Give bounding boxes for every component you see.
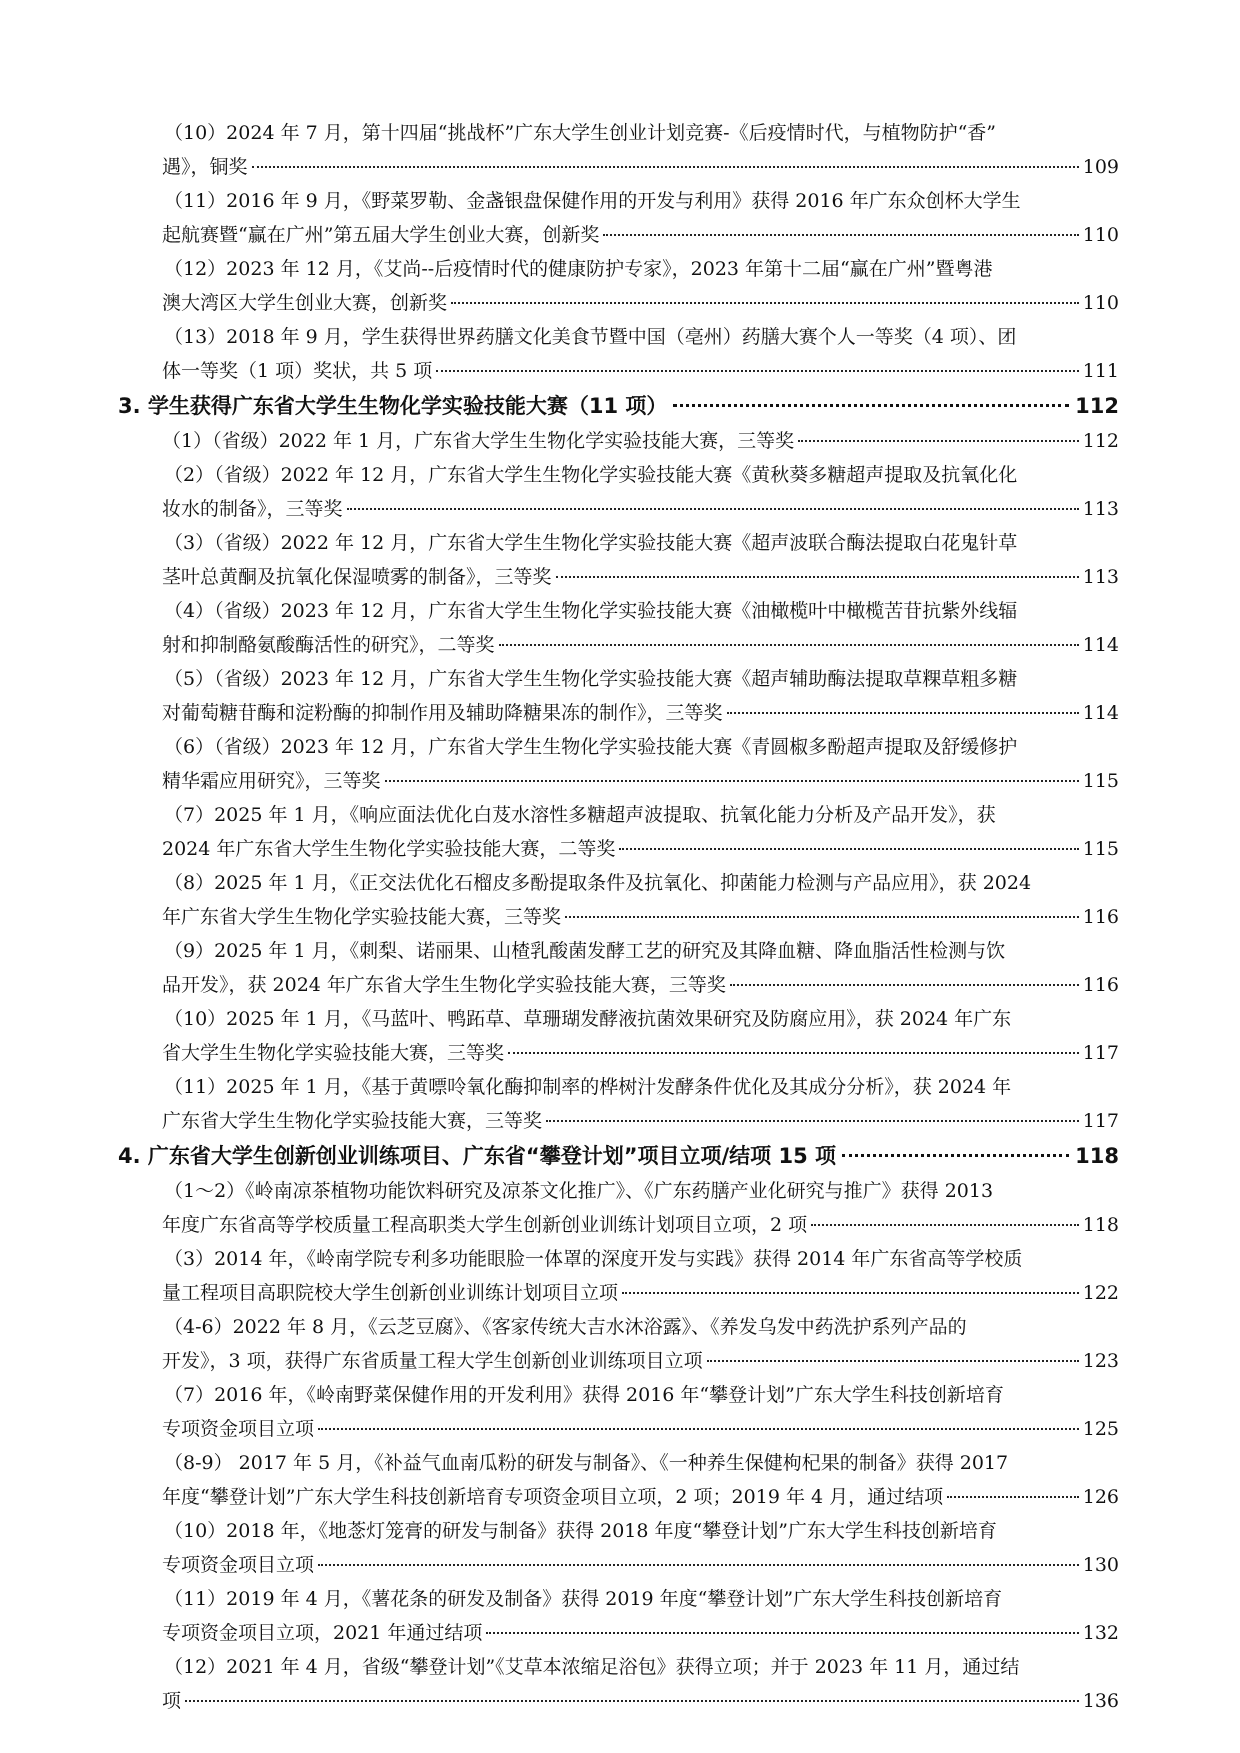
- entry-last-line: [162, 560, 1119, 594]
- entry-text-first-line: （4-6）2022 年 8 月，《云芝豆腐》、《客家传统大吉水沐浴露》、《养发乌发中药洗护系列产品的: [164, 1316, 967, 1338]
- dot-leader: [436, 370, 1078, 372]
- dot-leader: [811, 1224, 1079, 1226]
- toc-entry[interactable]: [162, 1378, 1119, 1446]
- toc-section-heading[interactable]: [118, 1138, 1119, 1174]
- entry-text-first-line: （9）2025 年 1 月，《刺梨、诺丽果、山楂乳酸菌发酵工艺的研究及其降血糖、降血脂活性检测与饮: [164, 940, 1006, 962]
- toc-entry[interactable]: [162, 116, 1119, 184]
- entry-text-last-line: 省大学生生物化学实验技能大赛，三等奖: [162, 1042, 505, 1064]
- dot-leader: [185, 1700, 1079, 1702]
- dot-leader: [603, 234, 1078, 236]
- entry-text-first-line: （1～2）《岭南凉茶植物功能饮料研究及凉茶文化推广》、《广东药膳产业化研究与推广》获得 2013: [164, 1180, 994, 1202]
- toc-entry[interactable]: [162, 934, 1119, 1002]
- page-number: 115: [1082, 770, 1119, 792]
- toc-entry[interactable]: [162, 424, 1119, 458]
- dot-leader: [556, 576, 1079, 578]
- entry-text-first-line: （13）2018 年 9 月，学生获得世界药膳文化美食节暨中国（亳州）药膳大赛个人一等奖（4 项）、团: [164, 326, 1017, 348]
- dot-leader: [252, 166, 1079, 168]
- page-number: 123: [1082, 1350, 1119, 1372]
- entry-text-last-line: （1）（省级）2022 年 1 月，广东省大学生生物化学实验技能大赛，三等奖: [162, 430, 795, 452]
- entry-text-first-line: （12）2021 年 4 月，省级“攀登计划”《艾草本浓缩足浴包》获得立项；并于 2023 年 11 月，通过结: [164, 1656, 1020, 1678]
- page-number: 125: [1082, 1418, 1119, 1440]
- toc-entry[interactable]: [162, 1650, 1119, 1718]
- toc-entry[interactable]: [162, 526, 1119, 594]
- entry-last-line: [162, 218, 1119, 252]
- toc-entry[interactable]: [162, 458, 1119, 526]
- page-number: 132: [1082, 1622, 1119, 1644]
- page-number: 116: [1082, 974, 1119, 996]
- toc-entry[interactable]: [162, 1514, 1119, 1582]
- toc-entry[interactable]: [162, 1174, 1119, 1242]
- dot-leader: [508, 1052, 1079, 1054]
- entry-text-last-line: 年广东省大学生生物化学实验技能大赛，三等奖: [162, 906, 562, 928]
- entry-last-line: [162, 286, 1119, 320]
- dot-leader: [499, 644, 1079, 646]
- entry-last-line: [162, 900, 1119, 934]
- entry-text-first-line: （2）（省级）2022 年 12 月，广东省大学生生物化学实验技能大赛《黄秋葵多糖超声提取及抗氧化化: [164, 464, 1018, 486]
- toc-entry[interactable]: [162, 866, 1119, 934]
- entry-text-last-line: 茎叶总黄酮及抗氧化保湿喷雾的制备》，三等奖: [162, 566, 552, 588]
- entry-last-line: [162, 832, 1119, 866]
- dot-leader: [947, 1496, 1079, 1498]
- table-of-contents: [118, 116, 1119, 1718]
- entry-text-first-line: （8）2025 年 1 月，《正交法优化石榴皮多酚提取条件及抗氧化、抑菌能力检测与产品应用》，获 2024: [164, 872, 1032, 894]
- dot-leader: [546, 1120, 1079, 1122]
- dot-leader: [798, 440, 1079, 442]
- entry-last-line: [162, 1412, 1119, 1446]
- toc-entry[interactable]: [162, 1242, 1119, 1310]
- dot-leader: [730, 984, 1079, 986]
- entry-text-last-line: 量工程项目高职院校大学生创新创业训练计划项目立项: [162, 1282, 619, 1304]
- toc-entry[interactable]: [162, 1446, 1119, 1514]
- entry-text-first-line: （11）2019 年 4 月，《薯花条的研发及制备》获得 2019 年度“攀登计划”广东大学生科技创新培育: [164, 1588, 1003, 1610]
- entry-last-line: [162, 968, 1119, 1002]
- page-number: 109: [1082, 156, 1119, 178]
- entry-text-last-line: 精华霜应用研究》，三等奖: [162, 770, 381, 792]
- entry-text-last-line: 年度广东省高等学校质量工程高职类大学生创新创业训练计划项目立项，2 项: [162, 1214, 808, 1236]
- entry-text-first-line: （11）2025 年 1 月，《基于黄嘌呤氧化酶抑制率的桦树汁发酵条件优化及其成分分析》，获 2024 年: [164, 1076, 1012, 1098]
- entry-text-last-line: 澳大湾区大学生创业大赛，创新奖: [162, 292, 448, 314]
- entry-text-first-line: （10）2018 年，《地菍灯笼膏的研发与制备》获得 2018 年度“攀登计划”广东大学生科技创新培育: [164, 1520, 997, 1542]
- dot-leader: [619, 848, 1078, 850]
- dot-leader: [727, 712, 1079, 714]
- entry-text-first-line: （10）2024 年 7 月，第十四届“挑战杯”广东大学生创业计划竞赛-《后疫情时代，与植物防护“香”: [164, 122, 997, 144]
- page-number: 113: [1082, 566, 1119, 588]
- entry-text-first-line: （5）（省级）2023 年 12 月，广东省大学生生物化学实验技能大赛《超声辅助酶法提取草粿草粗多糖: [164, 668, 1018, 690]
- page-number: 114: [1082, 702, 1119, 724]
- entry-last-line: [162, 1480, 1119, 1514]
- toc-entry[interactable]: [162, 252, 1119, 320]
- entry-text-first-line: （10）2025 年 1 月，《马蓝叶、鸭跖草、草珊瑚发酵液抗菌效果研究及防腐应用》，获 2024 年广东: [164, 1008, 1012, 1030]
- entry-text-last-line: 遇》，铜奖: [162, 156, 248, 178]
- page-number: 136: [1082, 1690, 1119, 1712]
- entry-text-first-line: （6）（省级）2023 年 12 月，广东省大学生生物化学实验技能大赛《青圆椒多酚超声提取及舒缓修护: [164, 736, 1018, 758]
- section-title: 3. 学生获得广东省大学生生物化学实验技能大赛（11 项）: [118, 394, 668, 418]
- page-number: 111: [1082, 360, 1119, 382]
- entry-last-line: [162, 424, 1119, 458]
- entry-last-line: [162, 1276, 1119, 1310]
- page-number: 112: [1082, 430, 1119, 452]
- toc-entry[interactable]: [162, 798, 1119, 866]
- entry-text-first-line: （3）2014 年，《岭南学院专利多功能眼脸一体罩的深度开发与实践》获得 2014 年广东省高等学校质: [164, 1248, 1023, 1270]
- page-number: 115: [1082, 838, 1119, 860]
- toc-entry[interactable]: [162, 1002, 1119, 1070]
- toc-entry[interactable]: [162, 594, 1119, 662]
- page-number: 118: [1082, 1214, 1119, 1236]
- entry-last-line: [162, 764, 1119, 798]
- entry-text-first-line: （3）（省级）2022 年 12 月，广东省大学生生物化学实验技能大赛《超声波联合酶法提取白花鬼针草: [164, 532, 1018, 554]
- page-number: 110: [1082, 292, 1119, 314]
- entry-text-last-line: 对葡萄糖苷酶和淀粉酶的抑制作用及辅助降糖果冻的制作》，三等奖: [162, 702, 723, 724]
- entry-last-line: [162, 1104, 1119, 1138]
- entry-last-line: [162, 150, 1119, 184]
- entry-text-last-line: 专项资金项目立项，2021 年通过结项: [162, 1622, 483, 1644]
- page-number: 114: [1082, 634, 1119, 656]
- entry-text-last-line: 广东省大学生生物化学实验技能大赛，三等奖: [162, 1110, 543, 1132]
- entry-text-last-line: 年度“攀登计划”广东大学生科技创新培育专项资金项目立项，2 项；2019 年 4 月，通过结项: [162, 1486, 944, 1508]
- page-number: 118: [1075, 1144, 1119, 1168]
- dot-leader: [673, 404, 1069, 407]
- page-number: 110: [1082, 224, 1119, 246]
- entry-last-line: [162, 1684, 1119, 1718]
- dot-leader: [451, 302, 1079, 304]
- entry-last-line: [162, 1036, 1119, 1070]
- dot-leader: [318, 1428, 1079, 1430]
- entry-text-last-line: 射和抑制酪氨酸酶活性的研究》，二等奖: [162, 634, 495, 656]
- entry-text-first-line: （11）2016 年 9 月，《野菜罗勒、金盏银盘保健作用的开发与利用》获得 2016 年广东众创杯大学生: [164, 190, 1021, 212]
- dot-leader: [707, 1360, 1079, 1362]
- dot-leader: [347, 508, 1079, 510]
- toc-section-heading[interactable]: [118, 388, 1119, 424]
- entry-text-first-line: （7）2025 年 1 月，《响应面法优化白芨水溶性多糖超声波提取、抗氧化能力分析及产品开发》，获: [164, 804, 996, 826]
- page-number: 116: [1082, 906, 1119, 928]
- entry-text-last-line: 妆水的制备》，三等奖: [162, 498, 343, 520]
- section-title: 4. 广东省大学生创新创业训练项目、广东省“攀登计划”项目立项/结项 15 项: [118, 1144, 837, 1168]
- dot-leader: [385, 780, 1079, 782]
- entry-last-line: [162, 492, 1119, 526]
- entry-last-line: [162, 628, 1119, 662]
- entry-text-last-line: 专项资金项目立项: [162, 1418, 315, 1440]
- entry-text-first-line: （12）2023 年 12 月，《艾尚--后疫情时代的健康防护专家》，2023 年第十二届“赢在广州”暨粤港: [164, 258, 993, 280]
- dot-leader: [842, 1154, 1069, 1157]
- entry-text-last-line: 品开发》，获 2024 年广东省大学生生物化学实验技能大赛，三等奖: [162, 974, 726, 996]
- dot-leader: [486, 1632, 1078, 1634]
- page-number: 126: [1082, 1486, 1119, 1508]
- entry-last-line: [162, 696, 1119, 730]
- toc-entry[interactable]: [162, 1070, 1119, 1138]
- entry-text-last-line: 2024 年广东省大学生生物化学实验技能大赛，二等奖: [162, 838, 616, 860]
- page-number: 122: [1082, 1282, 1119, 1304]
- toc-entry[interactable]: [162, 184, 1119, 252]
- entry-last-line: [162, 1208, 1119, 1242]
- entry-text-first-line: （4）（省级）2023 年 12 月，广东省大学生生物化学实验技能大赛《油橄榄叶中橄榄苦苷抗紫外线辐: [164, 600, 1018, 622]
- toc-entry[interactable]: [162, 1582, 1119, 1650]
- entry-last-line: [162, 1344, 1119, 1378]
- page-number: 130: [1082, 1554, 1119, 1576]
- dot-leader: [318, 1564, 1079, 1566]
- page-number: 117: [1082, 1110, 1119, 1132]
- entry-text-last-line: 项: [162, 1690, 182, 1712]
- dot-leader: [565, 916, 1079, 918]
- entry-text-first-line: （8-9） 2017 年 5 月，《补益气血南瓜粉的研发与制备》、《一种养生保健枸杞果的制备》获得 2017: [164, 1452, 1009, 1474]
- entry-text-first-line: （7）2016 年，《岭南野菜保健作用的开发利用》获得 2016 年“攀登计划”广东大学生科技创新培育: [164, 1384, 1004, 1406]
- page-number: 112: [1075, 394, 1119, 418]
- toc-entry[interactable]: [162, 730, 1119, 798]
- entry-last-line: [162, 354, 1119, 388]
- dot-leader: [622, 1292, 1079, 1294]
- toc-entry[interactable]: [162, 1310, 1119, 1378]
- entry-last-line: [162, 1616, 1119, 1650]
- entry-text-last-line: 起航赛暨“赢在广州”第五届大学生创业大赛，创新奖: [162, 224, 600, 246]
- entry-last-line: [162, 1548, 1119, 1582]
- page-number: 113: [1082, 498, 1119, 520]
- page-number: 117: [1082, 1042, 1119, 1064]
- entry-text-last-line: 专项资金项目立项: [162, 1554, 315, 1576]
- toc-entry[interactable]: [162, 320, 1119, 388]
- entry-text-last-line: 体一等奖（1 项）奖状，共 5 项: [162, 360, 433, 382]
- entry-text-last-line: 开发》，3 项，获得广东省质量工程大学生创新创业训练项目立项: [162, 1350, 703, 1372]
- toc-entry[interactable]: [162, 662, 1119, 730]
